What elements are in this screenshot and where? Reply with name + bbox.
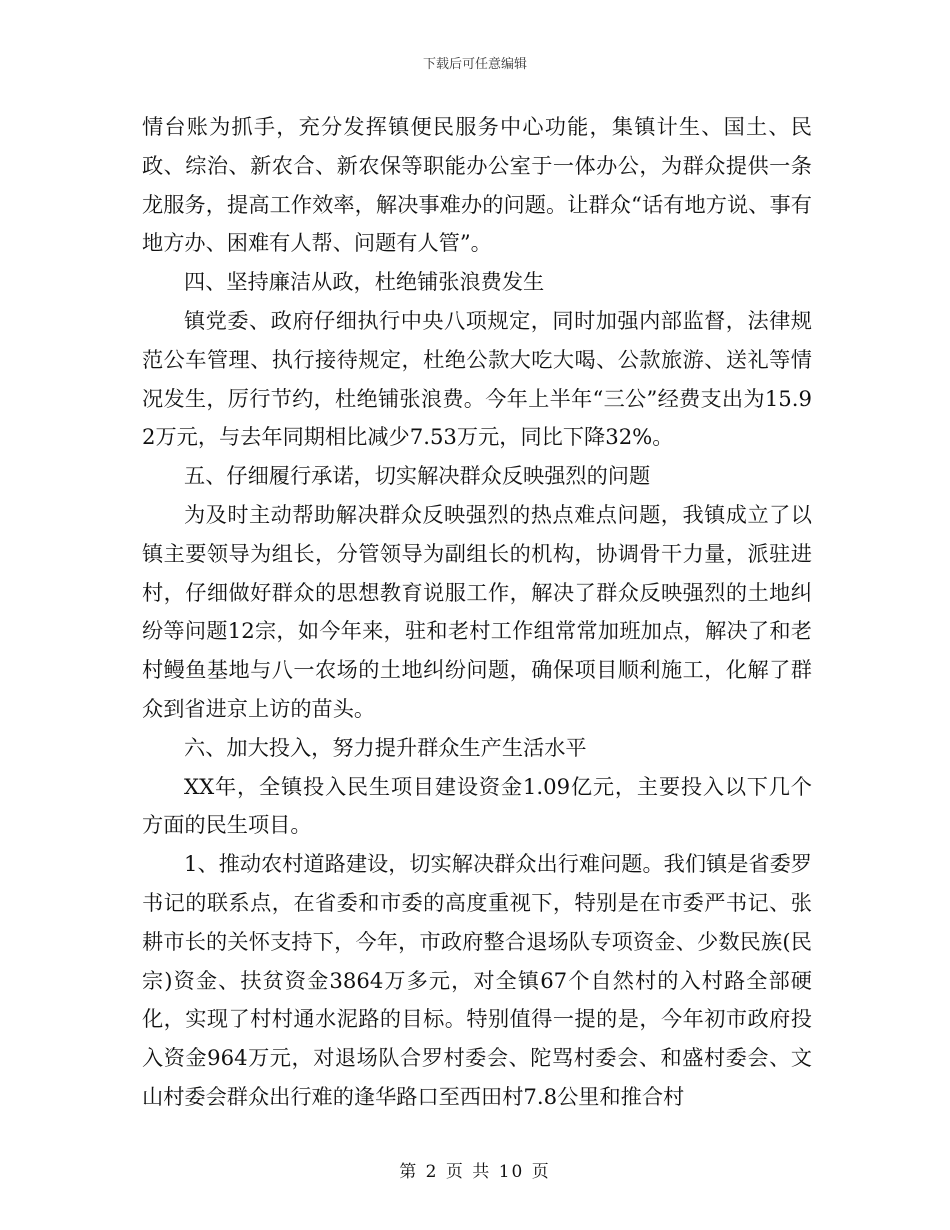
section-heading: 五、仔细履行承诺，切实解决群众反映强烈的问题 (184, 463, 651, 489)
paragraph: 1、推动农村道路建设，切实解决群众出行难问题。我们镇是省委罗书记的联系点，在省委和市委的高度重视下，特别是在市委严书记、张耕市长的关怀支持下，今年，市政府整合退场队专项资金、少数民族(民宗)资金、扶贫资金3864万多元，对全镇67个自然村的入村路全部硬化，实现了村村通水泥路的目标。特别值得一提的是，今年初市政府投入资金964万元，对退场队合罗村委会、陀骂村委会、和盛村委会、文山村委会群众出行难的逢华路口至西田村7.8公里和推合村 (142, 851, 812, 1109)
header-note: 下载后可任意编辑 (422, 57, 527, 72)
document-body (142, 108, 812, 1117)
paragraph: 情台账为抓手，充分发挥镇便民服务中心功能，集镇计生、国土、民政、综治、新农合、新农保等职能办公室于一体办公，为群众提供一条龙服务，提高工作效率，解决事难办的问题。让群众“话有地方说、事有地方办、困难有人帮、问题有人管”。 (142, 114, 812, 256)
paragraph: 为及时主动帮助解决群众反映强烈的热点难点问题，我镇成立了以镇主要领导为组长，分管领导为副组长的机构，协调骨干力量，派驻进村，仔细做好群众的思想教育说服工作，解决了群众反映强烈的土地纠纷等问题12宗，如今年来，驻和老村工作组常常加班加点，解决了和老村鳗鱼基地与八一农场的土地纠纷问题，确保项目顺利施工，化解了群众到省进京上访的苗头。 (142, 501, 812, 721)
page-number: 第 2 页 共 10 页 (399, 1162, 551, 1182)
paragraph: 镇党委、政府仔细执行中央八项规定，同时加强内部监督，法律规范公车管理、执行接待规定，杜绝公款大吃大喝、公款旅游、送礼等情况发生，厉行节约，杜绝铺张浪费。今年上半年“三公”经费支出为15.92万元，与去年同期相比减少7.53万元，同比下降32%。 (142, 307, 812, 450)
section-heading: 六、加大投入，努力提升群众生产生活水平 (184, 734, 587, 760)
section-heading: 四、坚持廉洁从政，杜绝铺张浪费发生 (184, 269, 545, 295)
paragraph: XX年，全镇投入民生项目建设资金1.09亿元，主要投入以下几个方面的民生项目。 (142, 773, 812, 838)
